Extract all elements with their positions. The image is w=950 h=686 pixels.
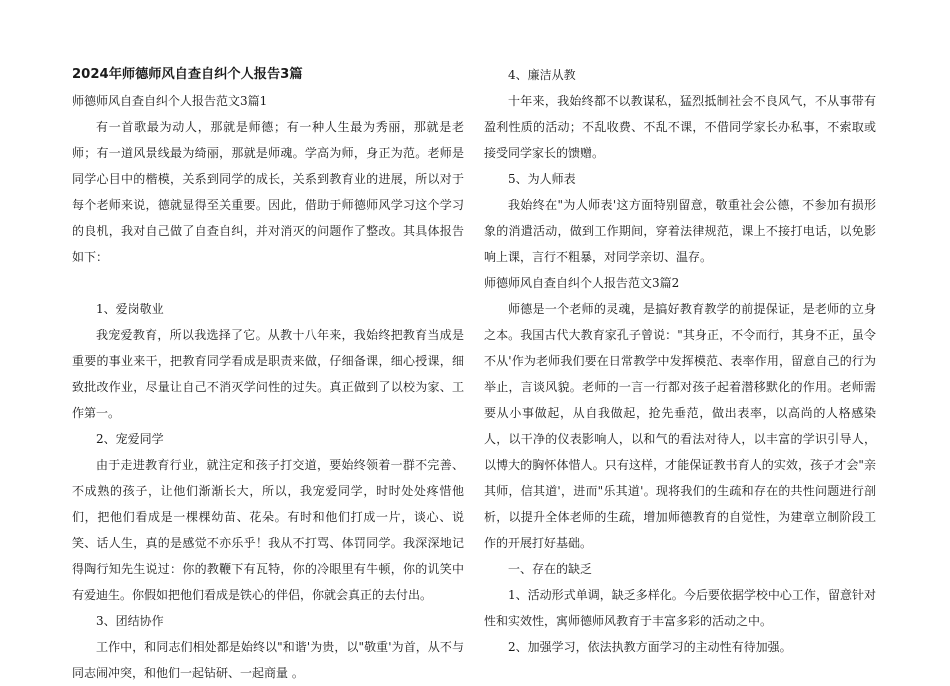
left-column <box>72 62 464 686</box>
section-paragraph-1: 我宠爱教育，所以我选择了它。从教十八年来，我始终把教育当成是重要的事业来干，把教育同学看成是职责来做，仔细备课，细心授课，细致批改作业，尽量让自己不消灭学问性的过失。真正做到了以校为家、工作第一。 <box>72 328 464 420</box>
section-heading-4: 4、廉洁从教 <box>508 68 576 82</box>
right-column <box>484 62 876 660</box>
section-heading-2: 2、宠爱同学 <box>96 432 164 446</box>
section-heading-5: 5、为人师表 <box>508 172 576 186</box>
report-subtitle-2: 师德师风自查自纠个人报告范文3篇2 <box>484 276 680 290</box>
section-heading-6: 一、存在的缺乏 <box>508 562 593 576</box>
section-heading-3: 3、团结协作 <box>96 614 164 628</box>
section-paragraph-3: 工作中，和同志们相处都是始终以"和谐'为贵，以"敬重'为首，从不与同志闹冲突，和他们一起钻研、一起商量 。 <box>72 640 464 680</box>
report-subtitle-1: 师德师风自查自纠个人报告范文3篇1 <box>72 94 268 108</box>
blank-line <box>72 270 464 296</box>
section-paragraph-5: 我始终在"为人师表'这方面特别留意，敬重社会公德，不参加有损形象的消遣活动，做到工作期间，穿着法律规范，课上不接打电话，以免影响上课，言行不粗暴，对同学亲切、温存。 <box>484 198 876 264</box>
section-heading-1: 1、爱岗敬业 <box>96 302 164 316</box>
intro-paragraph: 有一首歌最为动人，那就是师德；有一种人生最为秀丽，那就是老师；有一道风景线最为绮丽，那就是师魂。学高为师，身正为范。老师是同学心目中的楷模，关系到同学的成长，关系到教育业的进展，所以对于每个老师来说，德就显得至关重要。因此，借助于师德师风学习这个学习的良机，我对自己做了自查自纠，并对消灭的问题作了整改。其具体报告如下： <box>72 120 464 264</box>
document-title: 2024年师德师风自查自纠个人报告3篇 <box>72 67 303 82</box>
section-paragraph-6: 师德是一个老师的灵魂，是搞好教育教学的前提保证，是老师的立身之本。我国古代大教育家孔子曾说："其身正，不令而行，其身不正，虽令不从'作为老师我们要在日常教学中发挥模范、表率作用，留意自己的行为举止，言谈风貌。老师的一言一行都对孩子起着潜移默化的作用。老师需要从小事做起，从自我做起，抢先垂范，做出表率，以高尚的人格感染人，以干净的仪表影响人，以和气的看法对待人，以丰富的学识引导人，以博大的胸怀体惜人。只有这样，才能保证教书育人的实效，孩子才会"亲其师，信其道'，进而"乐其道'。现将我们的生疏和存在的共性问题进行剖析，以提升全体老师的生疏，增加师德教育的自觉性，为建章立制阶段工作的开展打好基础。 <box>484 302 876 550</box>
section-paragraph-8: 2、加强学习，依法执教方面学习的主动性有待加强。 <box>508 640 792 654</box>
section-paragraph-7: 1、活动形式单调，缺乏多样化。今后要依据学校中心工作，留意针对性和实效性，寓师德师风教育于丰富多彩的活动之中。 <box>484 588 876 628</box>
section-paragraph-2: 由于走进教育行业，就注定和孩子打交道，要始终领着一群不完善、不成熟的孩子，让他们渐渐长大，所以，我宠爱同学，时时处处疼惜他们，把他们看成是一棵棵幼苗、花朵。有时和他们打成一片，谈心、说笑、话人生，真的是感觉不亦乐乎！我从不打骂、体罚同学。我深深地记得陶行知先生说过：你的教鞭下有瓦特，你的冷眼里有牛顿，你的讥笑中有爱迪生。你假如把他们看成是铁心的伴侣，你就会真正的去付出。 <box>72 458 464 602</box>
section-paragraph-4: 十年来，我始终都不以教谋私，猛烈抵制社会不良风气，不从事带有盈利性质的活动；不乱收费、不乱不课，不借同学家长办私事，不索取或接受同学家长的馈赠。 <box>484 94 876 160</box>
